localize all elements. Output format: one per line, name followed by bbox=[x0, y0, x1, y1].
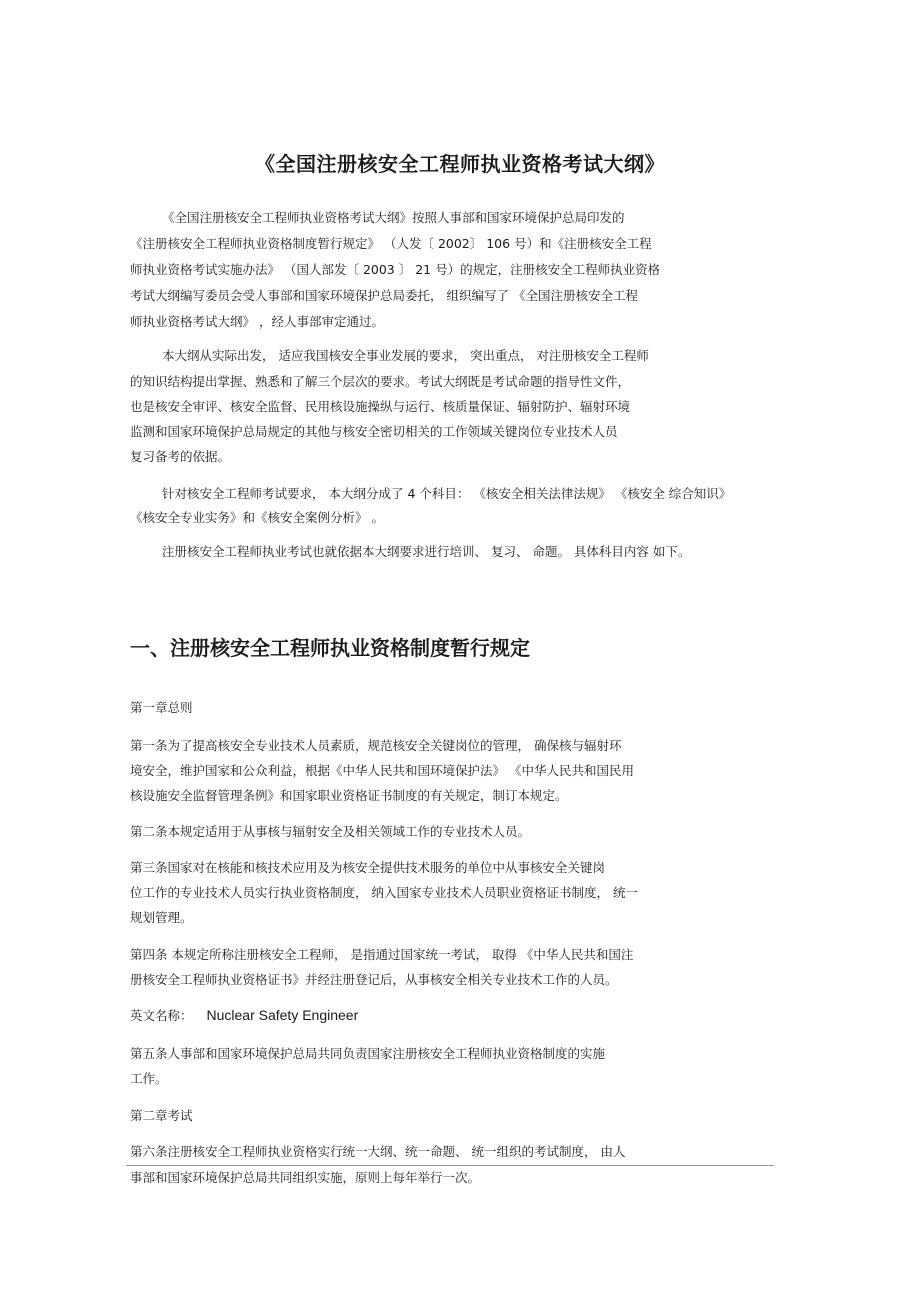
intro-p2-line-2: 的知识结构提出掌握、熟悉和了解三个层次的要求。考试大纲既是考试命题的指导性文件， bbox=[130, 374, 631, 389]
article-3-line-3: 规划管理。 bbox=[130, 910, 193, 925]
article-5-line-1: 第五条人事部和国家环境保护总局共同负责国家注册核安全工程师执业资格制度的实施 bbox=[130, 1046, 606, 1061]
article-6-line-1: 第六条注册核安全工程师执业资格实行统一大纲、统一命题、 统一组织的考试制度， 由人 bbox=[130, 1144, 626, 1159]
intro-p2-line-4: 监测和国家环境保护总局规定的其他与核安全密切相关的工作领域关键岗位专业技术人员 bbox=[130, 424, 618, 439]
intro-p4-line-1: 注册核安全工程师执业考试也就依据本大纲要求进行培训、 复习、 命题。 具体科目内容 如下。 bbox=[162, 544, 691, 559]
article-3-line-2: 位工作的专业技术人员实行执业资格制度， 纳入国家专业技术人员职业资格证书制度， 统一 bbox=[130, 885, 638, 900]
intro-p2-line-1: 本大纲从实际出发， 适应我国核安全事业发展的要求， 突出重点， 对注册核安全工程师 bbox=[162, 348, 649, 363]
intro-p2-line-3: 也是核安全审评、核安全监督、民用核设施操纵与运行、核质量保证、辐射防护、辐射环境 bbox=[130, 399, 631, 414]
english-name-label: 英文名称： bbox=[130, 1008, 193, 1023]
article-1-line-2: 境安全，维护国家和公众利益，根据《中华人民共和国环境保护法》 《中华人民共和国民用 bbox=[130, 763, 634, 778]
article-1-line-1: 第一条为了提高核安全专业技术人员素质，规范核安全关键岗位的管理， 确保核与辐射环 bbox=[130, 738, 622, 753]
chapter-1-heading: 第一章总则 bbox=[130, 700, 193, 715]
section-title: 一、注册核安全工程师执业资格制度暂行规定 bbox=[130, 636, 530, 660]
article-4-line-1: 第四条 本规定所称注册核安全工程师， 是指通过国家统一考试， 取得 《中华人民共和国注 bbox=[130, 947, 634, 962]
article-5-line-2: 工作。 bbox=[130, 1071, 168, 1086]
intro-p1-line-3: 师执业资格考试实施办法》 （国人部发〔 2003 〕 21 号）的规定，注册核安全工程师执业资格 bbox=[130, 262, 661, 277]
document-title: 《全国注册核安全工程师执业资格考试大纲》 bbox=[255, 152, 665, 176]
intro-p1-line-5: 师执业资格考试大纲》 ，经人事部审定通过。 bbox=[130, 314, 384, 329]
article-2-line-1: 第二条本规定适用于从事核与辐射安全及相关领域工作的专业技术人员。 bbox=[130, 824, 531, 839]
intro-p1-line-1: 《全国注册核安全工程师执业资格考试大纲》按照人事部和国家环境保护总局印发的 bbox=[162, 210, 625, 225]
intro-p1-line-4: 考试大纲编写委员会受人事部和国家环境保护总局委托， 组织编写了 《全国注册核安全工程 bbox=[130, 288, 638, 303]
page-divider-line bbox=[126, 1165, 774, 1166]
intro-p2-line-5: 复习备考的依据。 bbox=[130, 449, 231, 464]
article-3-line-1: 第三条国家对在核能和核技术应用及为核安全提供技术服务的单位中从事核安全关键岗 bbox=[130, 860, 606, 875]
chapter-2-heading: 第二章考试 bbox=[130, 1108, 193, 1123]
article-1-line-3: 核设施安全监督管理条例》和国家职业资格证书制度的有关规定，制订本规定。 bbox=[130, 788, 568, 803]
english-name-row bbox=[130, 1006, 358, 1024]
article-4-line-2: 册核安全工程师执业资格证书》并经注册登记后，从事核安全相关专业技术工作的人员。 bbox=[130, 972, 618, 987]
intro-p3-line-2: 《核安全专业实务》和《核安全案例分析》 。 bbox=[130, 510, 384, 525]
intro-p1-line-2: 《注册核安全工程师执业资格制度暂行规定》 （人发〔 2002〕 106 号）和《注册核安全工程 bbox=[130, 236, 652, 251]
article-6-line-2: 事部和国家环境保护总局共同组织实施，原则上每年举行一次。 bbox=[130, 1170, 481, 1185]
english-name-value: Nuclear Safety Engineer bbox=[206, 1007, 359, 1023]
intro-p3-line-1: 针对核安全工程师考试要求， 本大纲分成了 4 个科目： 《核安全相关法律法规》 《核安全 综合知识》 bbox=[162, 486, 732, 501]
